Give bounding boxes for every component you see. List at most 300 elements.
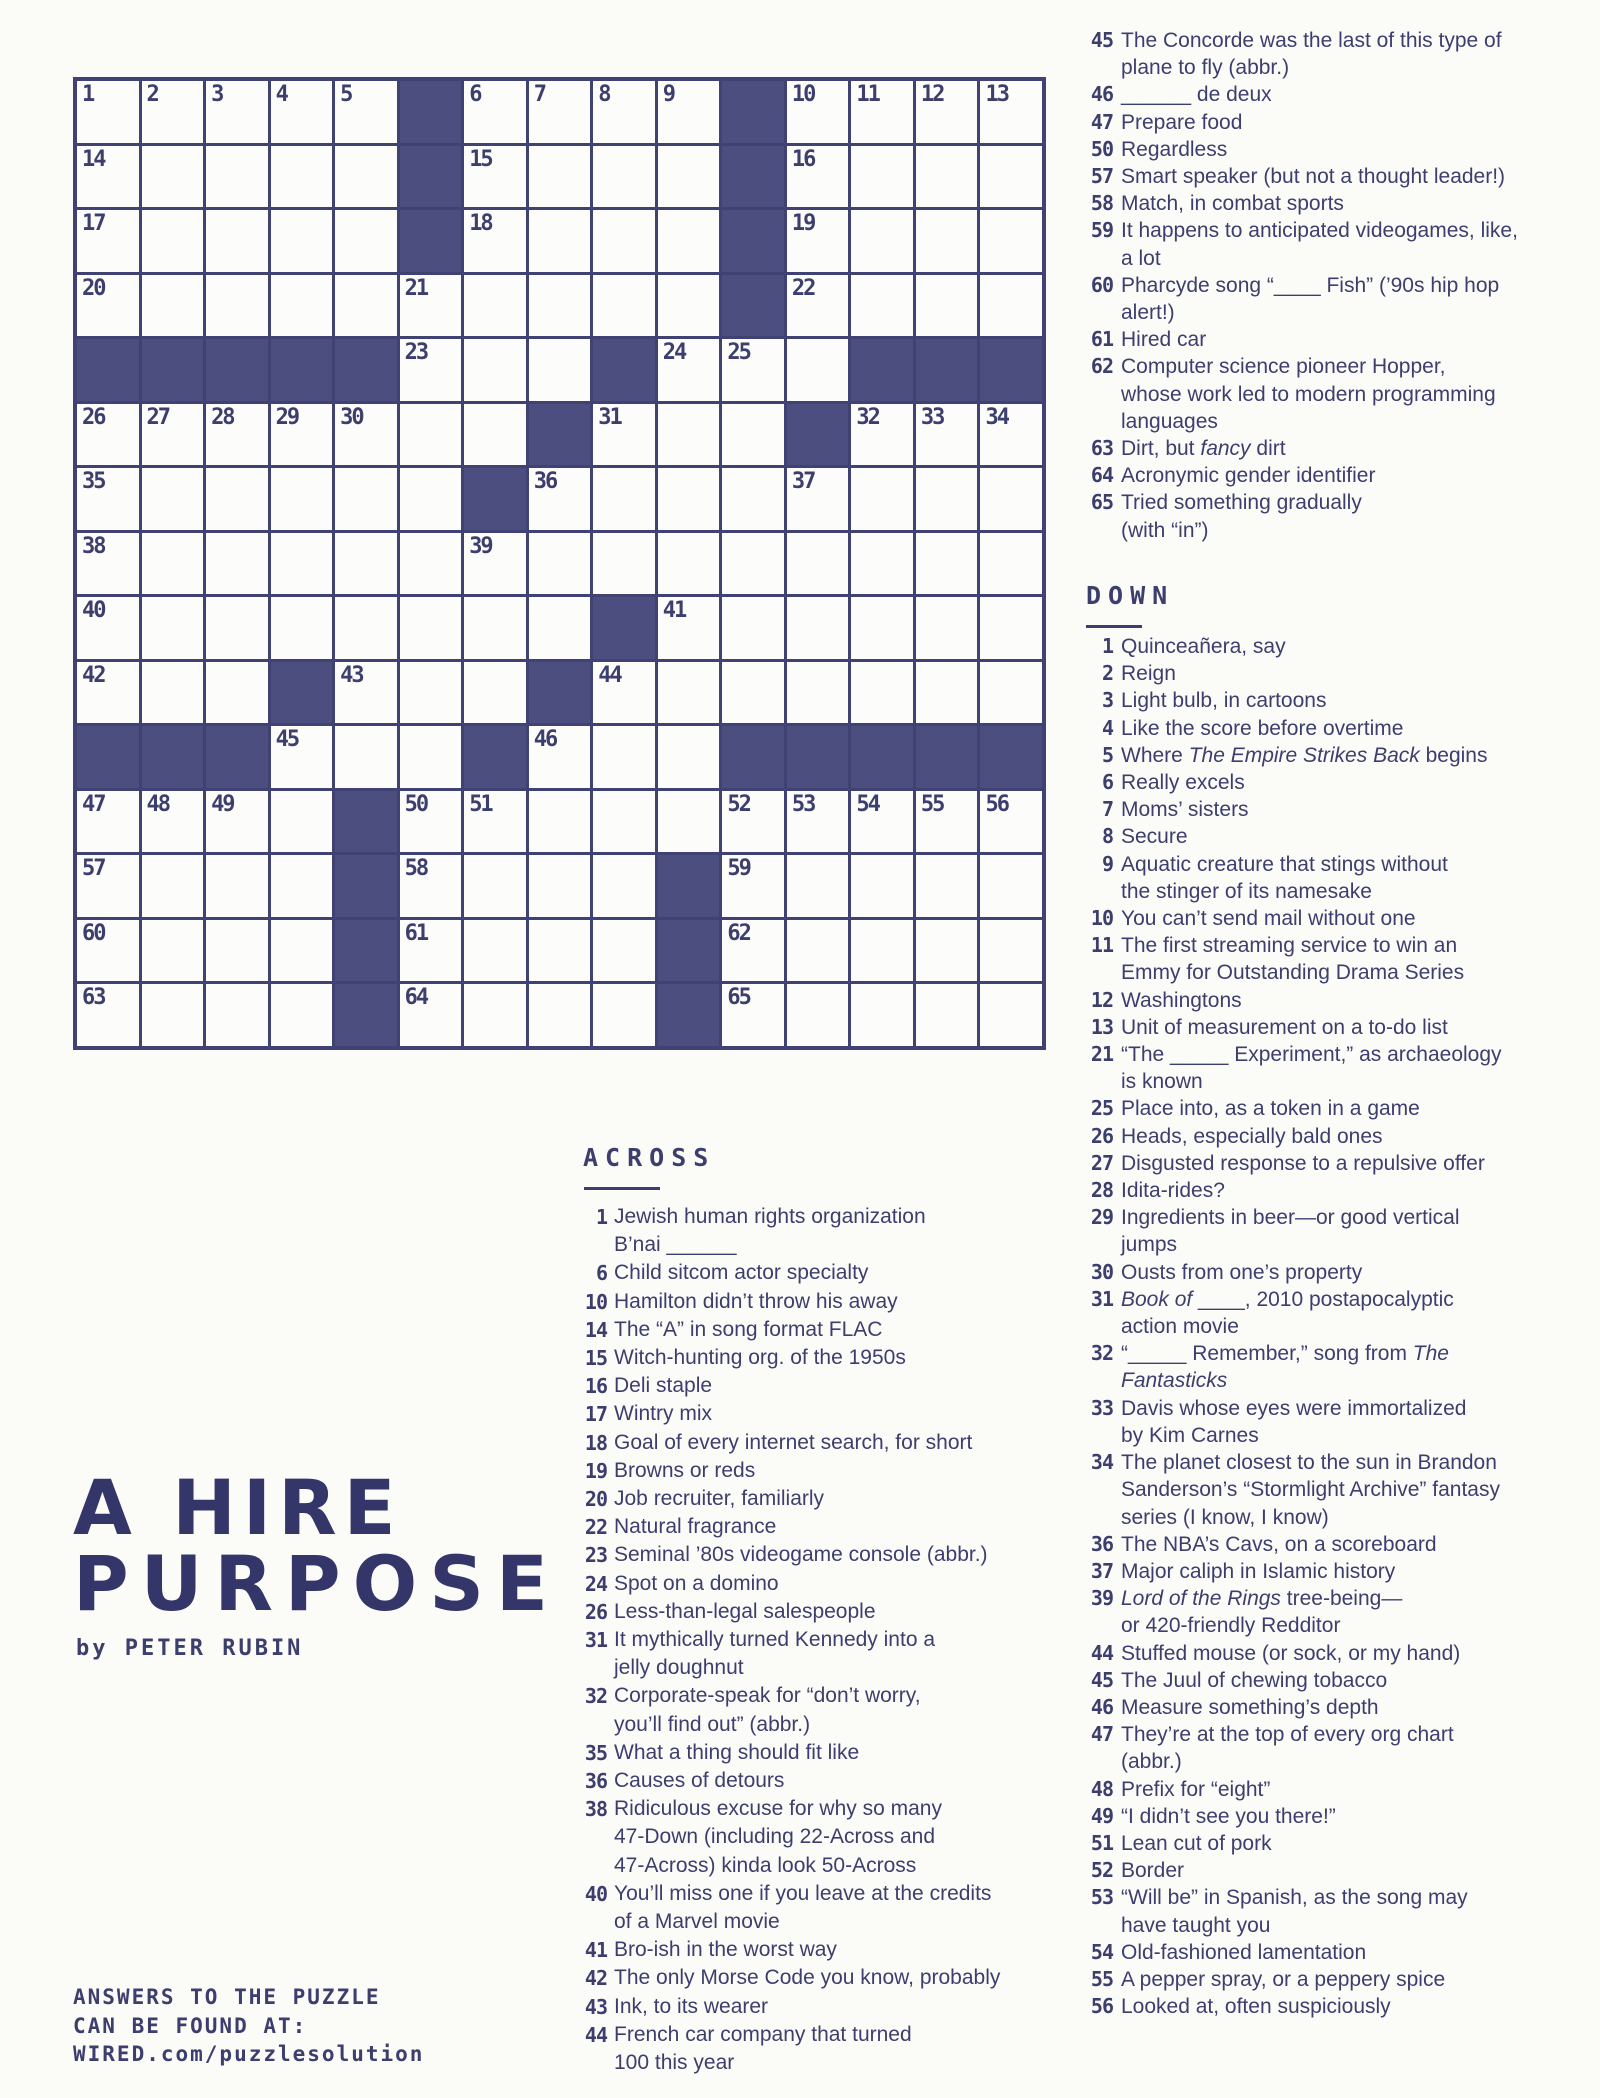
grid-cell[interactable] (529, 791, 591, 853)
clue-text: Where The Empire Strikes Back begins (1121, 743, 1488, 767)
grid-cell[interactable] (658, 339, 720, 401)
grid-cell[interactable] (980, 275, 1042, 337)
grid-cell[interactable] (400, 984, 462, 1046)
grid-cell[interactable] (722, 855, 784, 917)
grid-cell[interactable] (464, 339, 526, 401)
clue-text: Idita-rides? (1121, 1179, 1225, 1203)
across-clue-50 (1083, 136, 1518, 163)
clue-text: Prepare food (1121, 110, 1243, 134)
grid-cell[interactable] (206, 597, 268, 659)
grid-cell[interactable] (722, 339, 784, 401)
clue-number: 57 (1090, 164, 1113, 189)
block-cell (787, 404, 849, 466)
grid-cell[interactable] (787, 146, 849, 208)
grid-cell[interactable] (271, 855, 333, 917)
cell-number: 23 (404, 340, 428, 366)
grid-cell[interactable] (335, 146, 397, 208)
grid-cell[interactable] (787, 920, 849, 982)
grid-cell[interactable] (916, 920, 978, 982)
clue-text: Light bulb, in cartoons (1121, 689, 1327, 713)
grid-cell[interactable] (400, 855, 462, 917)
clue-text: Border (1121, 1859, 1185, 1883)
grid-cell[interactable] (142, 662, 204, 724)
grid-cell[interactable] (400, 533, 462, 595)
grid-cell[interactable] (271, 468, 333, 530)
grid-cell[interactable] (787, 81, 849, 143)
grid-cell[interactable] (142, 791, 204, 853)
grid-cell[interactable] (593, 662, 655, 724)
grid-cell[interactable] (77, 81, 139, 143)
across-clue-61 (1083, 326, 1518, 353)
grid-cell[interactable] (593, 404, 655, 466)
grid-cell[interactable] (206, 146, 268, 208)
grid-cell[interactable] (400, 920, 462, 982)
grid-cell[interactable] (787, 468, 849, 530)
clue-number: 40 (584, 1881, 607, 1906)
cell-number: 46 (533, 727, 557, 753)
across-clue-1 (575, 1203, 1000, 1259)
down-clue-1 (1083, 633, 1502, 660)
grid-cell[interactable] (593, 855, 655, 917)
block-cell (271, 662, 333, 724)
grid-cell[interactable] (529, 339, 591, 401)
grid-cell[interactable] (77, 275, 139, 337)
down-clue-56 (1083, 1993, 1502, 2020)
grid-cell[interactable] (464, 404, 526, 466)
grid-cell[interactable] (851, 275, 913, 337)
clue-text: Ink, to its wearer (614, 1994, 769, 2018)
clue-number: 29 (1090, 1205, 1113, 1230)
grid-cell[interactable] (335, 404, 397, 466)
grid-cell[interactable] (658, 662, 720, 724)
block-cell (529, 404, 591, 466)
grid-cell[interactable] (77, 920, 139, 982)
grid-cell[interactable] (464, 81, 526, 143)
clue-number: 43 (584, 1994, 607, 2019)
grid-cell[interactable] (142, 81, 204, 143)
down-clue-37 (1083, 1558, 1502, 1585)
across-clue-14 (575, 1316, 1000, 1344)
clue-text: Less-than-legal salespeople (614, 1599, 876, 1623)
down-clue-45 (1083, 1667, 1502, 1694)
grid-cell[interactable] (916, 791, 978, 853)
grid-cell[interactable] (916, 146, 978, 208)
clue-text: Measure something’s depth (1121, 1695, 1379, 1719)
block-cell (400, 146, 462, 208)
grid-cell[interactable] (658, 81, 720, 143)
grid-cell[interactable] (593, 920, 655, 982)
grid-cell[interactable] (206, 791, 268, 853)
clue-text: Like the score before overtime (1121, 716, 1404, 740)
grid-cell[interactable] (271, 146, 333, 208)
cell-number: 48 (146, 791, 170, 817)
clue-text: Disgusted response to a repulsive offer (1121, 1151, 1485, 1175)
grid-cell[interactable] (851, 146, 913, 208)
grid-cell[interactable] (593, 984, 655, 1046)
grid-cell[interactable] (787, 984, 849, 1046)
clue-number: 45 (1090, 28, 1113, 52)
grid-cell[interactable] (206, 275, 268, 337)
clue-text: Heads, especially bald ones (1121, 1124, 1383, 1148)
clue-text: Natural fragrance (614, 1515, 777, 1539)
grid-cell[interactable] (335, 275, 397, 337)
grid-cell[interactable] (529, 920, 591, 982)
grid-cell[interactable] (206, 210, 268, 272)
grid-cell[interactable] (658, 533, 720, 595)
grid-cell[interactable] (400, 597, 462, 659)
grid-cell[interactable] (916, 404, 978, 466)
clue-number: 55 (1090, 1966, 1113, 1991)
grid-cell[interactable] (916, 855, 978, 917)
grid-cell[interactable] (787, 662, 849, 724)
grid-cell[interactable] (916, 210, 978, 272)
grid-cell[interactable] (593, 81, 655, 143)
grid-cell[interactable] (206, 662, 268, 724)
grid-cell[interactable] (271, 726, 333, 788)
grid-cell[interactable] (916, 533, 978, 595)
cell-number: 45 (275, 727, 299, 753)
block-cell (529, 662, 591, 724)
grid-cell[interactable] (464, 533, 526, 595)
cell-number: 4 (275, 82, 287, 107)
grid-cell[interactable] (400, 468, 462, 530)
across-clue-38 (575, 1795, 1000, 1880)
across-clue-62 (1083, 353, 1518, 435)
clue-text: Job recruiter, familiarly (614, 1487, 825, 1511)
cell-number: 21 (404, 275, 428, 301)
grid-cell[interactable] (529, 81, 591, 143)
grid-cell[interactable] (980, 210, 1042, 272)
cell-number: 9 (662, 82, 675, 107)
clue-number: 34 (1090, 1450, 1113, 1475)
grid-cell[interactable] (787, 597, 849, 659)
clue-number: 37 (1090, 1558, 1113, 1583)
grid-cell[interactable] (722, 791, 784, 853)
grid-cell[interactable] (77, 984, 139, 1046)
grid-cell[interactable] (464, 920, 526, 982)
grid-cell[interactable] (400, 404, 462, 466)
cell-number: 22 (791, 275, 815, 301)
grid-cell[interactable] (722, 533, 784, 595)
grid-cell[interactable] (980, 81, 1042, 143)
clue-text: Old-fashioned lamentation (1121, 1940, 1367, 1964)
grid-cell[interactable] (464, 210, 526, 272)
clue-text: Reign (1121, 662, 1176, 686)
down-clue-26 (1083, 1123, 1502, 1150)
grid-cell[interactable] (271, 597, 333, 659)
cell-number: 58 (404, 856, 428, 882)
clue-text: It mythically turned Kennedy into a jelly doughnut (614, 1628, 936, 1680)
grid-cell[interactable] (658, 404, 720, 466)
grid-cell[interactable] (335, 468, 397, 530)
down-clue-51 (1083, 1830, 1502, 1857)
grid-cell[interactable] (206, 855, 268, 917)
grid-cell[interactable] (206, 468, 268, 530)
grid-cell[interactable] (851, 404, 913, 466)
grid-cell[interactable] (787, 275, 849, 337)
grid-cell[interactable] (142, 533, 204, 595)
grid-cell[interactable] (77, 791, 139, 853)
grid-cell[interactable] (142, 597, 204, 659)
clue-number: 14 (584, 1317, 607, 1342)
grid-cell[interactable] (400, 791, 462, 853)
down-clue-9 (1083, 851, 1502, 905)
across-clue-6 (575, 1259, 1000, 1287)
grid-cell[interactable] (529, 275, 591, 337)
down-clue-32 (1083, 1340, 1502, 1394)
clue-number: 30 (1090, 1259, 1113, 1284)
grid-cell[interactable] (593, 275, 655, 337)
grid-cell[interactable] (271, 275, 333, 337)
clue-number: 20 (584, 1487, 607, 1512)
grid-cell[interactable] (851, 81, 913, 143)
clue-number: 61 (1090, 327, 1113, 352)
grid-cell[interactable] (851, 984, 913, 1046)
down-clue-21 (1083, 1041, 1502, 1095)
grid-cell[interactable] (593, 146, 655, 208)
clue-text: Really excels (1121, 771, 1245, 795)
clue-text: You can’t send mail without one (1121, 907, 1416, 931)
grid-cell[interactable] (529, 533, 591, 595)
grid-cell[interactable] (658, 275, 720, 337)
grid-cell[interactable] (400, 339, 462, 401)
grid-cell[interactable] (529, 146, 591, 208)
clue-text: ______ de deux (1121, 83, 1272, 107)
grid-cell[interactable] (464, 984, 526, 1046)
grid-cell[interactable] (722, 662, 784, 724)
grid-cell[interactable] (77, 855, 139, 917)
grid-cell[interactable] (787, 339, 849, 401)
grid-cell[interactable] (529, 468, 591, 530)
grid-cell[interactable] (980, 146, 1042, 208)
clue-text: Acronymic gender identifier (1121, 464, 1376, 488)
grid-cell[interactable] (464, 855, 526, 917)
grid-cell[interactable] (335, 533, 397, 595)
grid-cell[interactable] (335, 210, 397, 272)
grid-cell[interactable] (464, 662, 526, 724)
grid-cell[interactable] (271, 533, 333, 595)
grid-cell[interactable] (77, 146, 139, 208)
grid-cell[interactable] (658, 468, 720, 530)
grid-cell[interactable] (271, 404, 333, 466)
grid-cell[interactable] (335, 662, 397, 724)
grid-cell[interactable] (980, 984, 1042, 1046)
grid-cell[interactable] (464, 275, 526, 337)
down-clue-53 (1083, 1884, 1502, 1938)
across-clue-10 (575, 1288, 1000, 1316)
grid-cell[interactable] (271, 791, 333, 853)
grid-cell[interactable] (206, 984, 268, 1046)
grid-cell[interactable] (916, 81, 978, 143)
grid-cell[interactable] (206, 81, 268, 143)
grid-cell[interactable] (787, 533, 849, 595)
grid-cell[interactable] (787, 210, 849, 272)
clue-number: 12 (1090, 987, 1113, 1012)
down-clue-44 (1083, 1640, 1502, 1667)
grid-cell[interactable] (142, 404, 204, 466)
clue-text: Pharcyde song “____ Fish” (’90s hip hop alert!) (1121, 273, 1500, 325)
grid-cell[interactable] (916, 468, 978, 530)
cell-number: 25 (727, 340, 750, 366)
grid-cell[interactable] (593, 468, 655, 530)
grid-cell[interactable] (464, 597, 526, 659)
grid-cell[interactable] (851, 920, 913, 982)
cell-number: 6 (469, 82, 481, 107)
clue-text: A pepper spray, or a peppery spice (1121, 1967, 1446, 1991)
grid-cell[interactable] (142, 210, 204, 272)
grid-cell[interactable] (658, 146, 720, 208)
clue-number: 26 (1090, 1123, 1113, 1148)
grid-cell[interactable] (980, 855, 1042, 917)
across-clue-43 (575, 1993, 1000, 2021)
cell-number: 57 (82, 856, 105, 882)
grid-cell[interactable] (77, 662, 139, 724)
clue-number: 36 (584, 1769, 607, 1794)
grid-cell[interactable] (142, 855, 204, 917)
grid-cell[interactable] (593, 726, 655, 788)
grid-cell[interactable] (916, 984, 978, 1046)
grid-cell[interactable] (271, 210, 333, 272)
down-heading-label: DOWN (1086, 581, 1175, 610)
grid-cell[interactable] (658, 210, 720, 272)
grid-cell[interactable] (593, 533, 655, 595)
grid-cell[interactable] (980, 404, 1042, 466)
grid-cell[interactable] (400, 726, 462, 788)
grid-cell[interactable] (206, 404, 268, 466)
clue-text: Seminal ’80s videogame console (abbr.) (614, 1543, 988, 1567)
grid-cell[interactable] (77, 533, 139, 595)
cell-number: 10 (791, 82, 815, 107)
grid-cell[interactable] (851, 533, 913, 595)
grid-cell[interactable] (77, 404, 139, 466)
grid-cell[interactable] (142, 468, 204, 530)
grid-cell[interactable] (851, 468, 913, 530)
cell-number: 44 (598, 662, 621, 688)
cell-number: 59 (727, 856, 750, 882)
grid-cell[interactable] (980, 533, 1042, 595)
grid-cell[interactable] (722, 468, 784, 530)
grid-cell[interactable] (658, 726, 720, 788)
grid-cell[interactable] (851, 855, 913, 917)
across-clue-16 (575, 1372, 1000, 1400)
grid-cell[interactable] (335, 726, 397, 788)
grid-cell[interactable] (77, 210, 139, 272)
grid-cell[interactable] (851, 597, 913, 659)
block-cell (722, 275, 784, 337)
grid-cell[interactable] (77, 597, 139, 659)
down-clue-11 (1083, 932, 1502, 986)
grid-cell[interactable] (851, 791, 913, 853)
grid-cell[interactable] (529, 210, 591, 272)
cell-number: 7 (533, 82, 545, 107)
grid-cell[interactable] (851, 662, 913, 724)
cell-number: 62 (727, 920, 750, 946)
across-clue-23 (575, 1541, 1000, 1569)
cell-number: 36 (533, 469, 557, 495)
grid-cell[interactable] (271, 920, 333, 982)
cell-number: 63 (82, 985, 105, 1011)
grid-cell[interactable] (593, 210, 655, 272)
grid-cell[interactable] (271, 81, 333, 143)
grid-cell[interactable] (787, 791, 849, 853)
clue-number: 31 (1090, 1286, 1113, 1311)
clue-text: “_____ Remember,” song from The Fantasticks (1121, 1342, 1449, 1393)
answers-footer-note (73, 1983, 424, 2069)
clue-text: Book of ____, 2010 postapocalyptic action movie (1121, 1287, 1454, 1339)
grid-cell[interactable] (529, 597, 591, 659)
grid-cell[interactable] (980, 597, 1042, 659)
grid-cell[interactable] (206, 533, 268, 595)
grid-cell[interactable] (335, 597, 397, 659)
grid-cell[interactable] (658, 597, 720, 659)
cell-number: 39 (469, 533, 492, 559)
grid-cell[interactable] (400, 662, 462, 724)
clue-number: 22 (584, 1515, 607, 1540)
clue-number: 44 (584, 2022, 607, 2047)
grid-cell[interactable] (916, 597, 978, 659)
clue-number: 49 (1090, 1803, 1113, 1828)
cell-number: 33 (920, 404, 944, 430)
grid-cell[interactable] (206, 920, 268, 982)
grid-cell[interactable] (400, 275, 462, 337)
down-clue-27 (1083, 1150, 1502, 1177)
grid-cell[interactable] (142, 920, 204, 982)
clue-number: 3 (1101, 688, 1113, 713)
grid-cell[interactable] (851, 210, 913, 272)
cell-number: 64 (404, 985, 428, 1011)
grid-cell[interactable] (980, 920, 1042, 982)
grid-cell[interactable] (271, 984, 333, 1046)
grid-cell[interactable] (529, 726, 591, 788)
grid-cell[interactable] (142, 275, 204, 337)
block-cell (77, 339, 139, 401)
grid-cell[interactable] (335, 81, 397, 143)
clue-text: Aquatic creature that stings without the stinger of its namesake (1121, 852, 1448, 903)
grid-cell[interactable] (658, 791, 720, 853)
down-clues-list (1083, 633, 1502, 2020)
grid-cell[interactable] (980, 791, 1042, 853)
grid-cell[interactable] (529, 855, 591, 917)
clue-text: Unit of measurement on a to-do list (1121, 1015, 1448, 1039)
cell-number: 1 (82, 82, 94, 107)
grid-cell[interactable] (916, 275, 978, 337)
cell-number: 54 (856, 791, 879, 817)
clue-text: Lord of the Rings tree-being— or 420-friendly Redditor (1121, 1587, 1403, 1638)
down-clue-12 (1083, 987, 1502, 1014)
clue-number: 45 (1090, 1667, 1113, 1692)
grid-cell[interactable] (722, 404, 784, 466)
grid-cell[interactable] (787, 855, 849, 917)
grid-cell[interactable] (980, 468, 1042, 530)
grid-cell[interactable] (916, 662, 978, 724)
grid-cell[interactable] (722, 920, 784, 982)
grid-cell[interactable] (722, 597, 784, 659)
grid-cell[interactable] (142, 984, 204, 1046)
grid-cell[interactable] (142, 146, 204, 208)
grid-cell[interactable] (464, 791, 526, 853)
across-clues-list (575, 1203, 1000, 2077)
clue-text: The planet closest to the sun in Brandon Sanderson’s “Stormlight Archive” fantasy series (I know, I know) (1121, 1451, 1500, 1529)
grid-cell[interactable] (980, 662, 1042, 724)
grid-cell[interactable] (77, 468, 139, 530)
block-cell (464, 468, 526, 530)
grid-cell[interactable] (593, 791, 655, 853)
grid-cell[interactable] (722, 984, 784, 1046)
clue-number: 27 (1090, 1150, 1113, 1175)
grid-cell[interactable] (529, 984, 591, 1046)
block-cell (787, 726, 849, 788)
grid-cell[interactable] (464, 146, 526, 208)
